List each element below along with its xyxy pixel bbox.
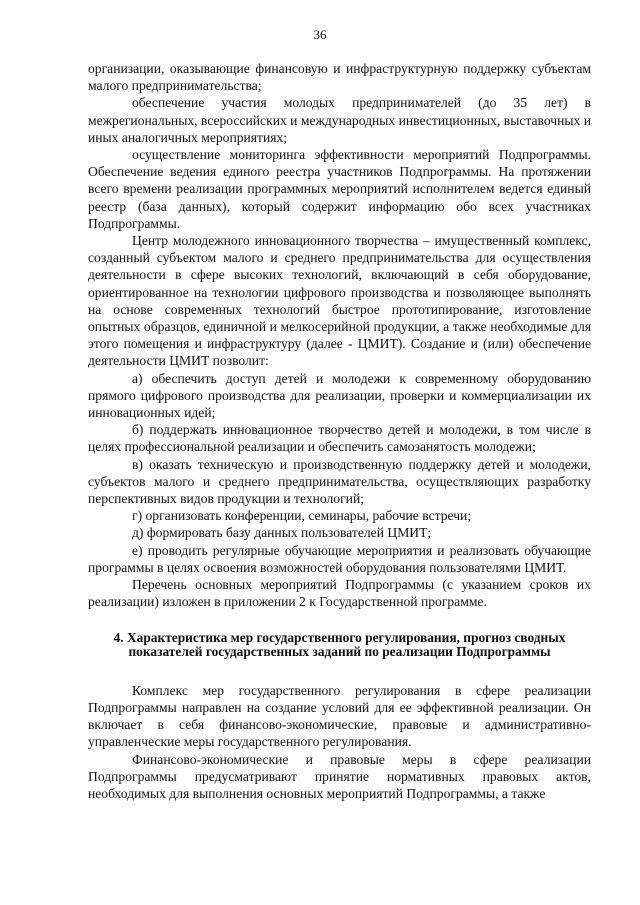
- paragraph: Перечень основных мероприятий Подпрограммы (с указанием сроков их реализации) изложен в приложении 2 к Государственной программе.: [88, 577, 591, 610]
- section-heading: 4. Характеристика мер государственного регулирования, прогноз сводных показателей государственных заданий по реализации Подпрограммы: [113, 629, 566, 660]
- paragraph: обеспечение участия молодых предпринимателей (до 35 лет) в межрегиональных, всероссийских и международных инвестиционных, выставочных и иных аналогичных мероприятиях;: [88, 95, 591, 145]
- paragraph: а) обеспечить доступ детей и молодежи к современному оборудованию прямого цифрового производства для реализации, проверки и коммерциализации их инновационных идей;: [88, 370, 591, 421]
- paragraph: организации, оказывающие финансовую и инфраструктурную поддержку субъектам малого предпринимательства;: [88, 61, 591, 94]
- page-number: 36: [313, 27, 327, 42]
- paragraph: д) формировать базу данных пользователей ЦМИТ;: [132, 525, 432, 541]
- paragraph: б) поддержать инновационное творчество детей и молодежи, в том числе в целях профессиональной реализации и обеспечить самозанятость молодежи;: [88, 422, 591, 455]
- paragraph: Финансово-экономические и правовые меры в сфере реализации Подпрограммы предусматривают принятие нормативных правовых актов, необходимых для выполнения основных мероприятий Подпрограммы, а также: [88, 751, 591, 801]
- paragraph: Центр молодежного инновационного творчества – имущественный комплекс, созданный субъектом малого и среднего предпринимательства для осуществления деятельности в сфере высоких технологий, включающий в себя оборудование, ориентированное на технологии цифрового производства и позволяющее выполнять на основе современных технологий быстрое прототипирование, изготовление опытных образцов, единичной и мелкосерийной продукции, а также необходимые для этого помещения и инфраструктуру (далее - ЦМИТ). Создание и (или) обеспечение деятельности ЦМИТ позволит:: [88, 233, 591, 369]
- paragraph: е) проводить регулярные обучающие мероприятия и реализовать обучающие программы в целях освоения возможностей оборудования пользователями ЦМИТ.: [88, 542, 591, 575]
- paragraph: г) организовать конференции, семинары, рабочие встречи;: [132, 508, 472, 524]
- paragraphs-top: [88, 60, 591, 611]
- document-body: [88, 60, 591, 802]
- paragraphs-bottom: [88, 682, 591, 802]
- paragraph: Комплекс мер государственного регулирования в сфере реализации Подпрограммы направлен на создание условий для ее эффективной реализации. Он включает в себя финансово-экономические, правовые и административно-управленческие меры государственного регулирования.: [88, 682, 591, 750]
- paragraph: осуществление мониторинга эффективности мероприятий Подпрограммы. Обеспечение ведения единого реестра участников Подпрограммы. На протяжении всего времени реализации программных мероприятий исполнителем ведется единый реестр (база данных), который содержит информацию обо всех участниках Подпрограммы.: [88, 147, 591, 231]
- paragraph: в) оказать техническую и производственную поддержку детей и молодежи, субъектов малого и среднего предпринимательства, осуществляющих разработку перспективных видов продукции и технологий;: [88, 456, 591, 507]
